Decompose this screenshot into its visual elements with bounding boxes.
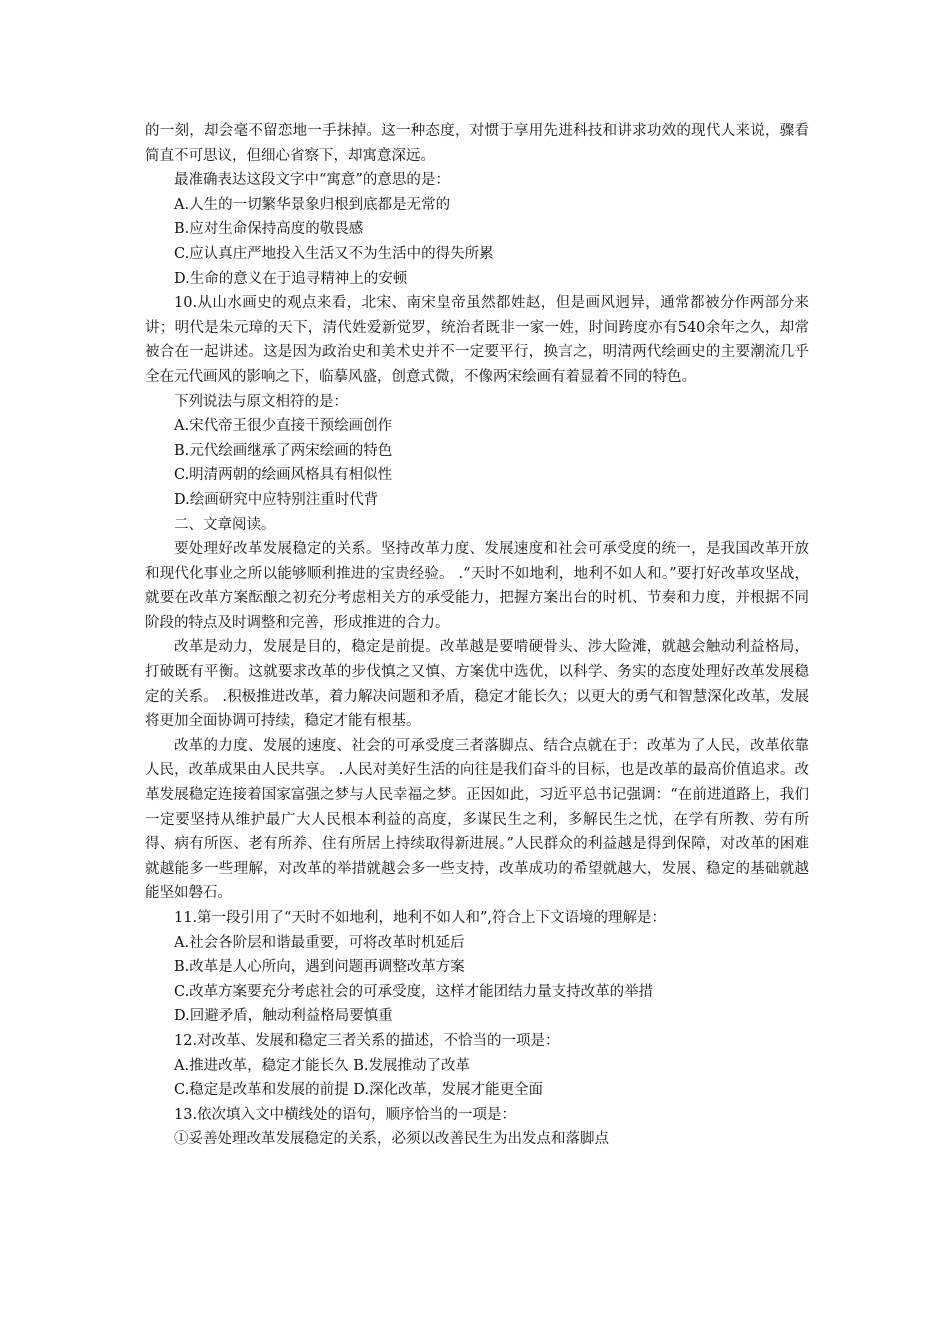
document-page <box>145 119 809 1152</box>
question-10-option-c: C.明清两朝的绘画风格具有相似性 <box>174 467 393 484</box>
question-11-option-b: B.改革是人心所向，遇到问题再调整改革方案 <box>174 959 465 976</box>
question-12-prompt: 12.对改革、发展和稳定三者关系的描述，不恰当的一项是： <box>174 1032 560 1049</box>
question-9-option-d: D.生命的意义在于追寻精神上的安顿 <box>174 270 408 287</box>
question-10-prompt: 下列说法与原文相符的是： <box>174 393 348 410</box>
question-11-option-c: C.改革方案要充分考虑社会的可承受度，这样才能团结力量支持改革的举措 <box>174 983 654 1000</box>
question-9-prompt: 最准确表达这段文字中“寓意”的意思的是： <box>174 172 450 189</box>
question-9-option-c: C.应认真庄严地投入生活又不为生活中的得失所累 <box>174 245 494 262</box>
article-paragraph-3: 改革的力度、发展的速度、社会的可承受度三者落脚点、结合点就在于：改革为了人民，改革依靠人民，改革成果由人民共享。 .人民对美好生活的向往是我们奋斗的目标，也是改革的最高价值追求。改革发展稳定连接着国家富强之梦与人民幸福之梦。正因如此，习近平总书记强调：“在前进道路上，我们一定要坚持从维护最广大人民根本利益的高度，多谋民生之利，多解民生之忧，在学有所教、劳有所得、病有所医、老有所养、住有所居上持续取得新进展。”人民群众的利益越是得到保障，对改革的困难就越能多一些理解，对改革的举措就越会多一些支持，改革成功的希望就越大，发展、稳定的基础就越能坚如磐石。 <box>145 737 809 902</box>
question-9-option-b: B.应对生命保持高度的敬畏感 <box>174 221 364 238</box>
question-12-options-ab: A.推进改革，稳定才能长久 B.发展推动了改革 <box>174 1057 470 1074</box>
question-10-option-b: B.元代绘画继承了两宋绘画的特色 <box>174 442 393 459</box>
question-12-options-cd: C.稳定是改革和发展的前提 D.深化改革，发展才能更全面 <box>174 1082 544 1099</box>
passage-continuation: 的一刻，却会毫不留恋地一手抹掉。这一种态度，对惯于享用先进科技和讲求功效的现代人来说，骤看简直不可思议，但细心省察下，却寓意深远。 <box>145 123 809 164</box>
article-paragraph-2: 改革是动力，发展是目的，稳定是前提。改革越是要啃硬骨头、涉大险滩，就越会触动利益格局，打破既有平衡。这就要求改革的步伐慎之又慎、方案优中选优，以科学、务实的态度处理好改革发展稳定的关系。 .积极推进改革，着力解决问题和矛盾，稳定才能长久；以更大的勇气和智慧深化改革，发展将更加全面协调可持续，稳定才能有根基。 <box>145 639 809 730</box>
question-13-prompt: 13.依次填入文中横线处的语句，顺序恰当的一项是： <box>174 1106 517 1123</box>
question-10-option-d: D.绘画研究中应特别注重时代背 <box>174 491 379 508</box>
section-heading: 二、文章阅读。 <box>174 516 276 533</box>
article-paragraph-1: 要处理好改革发展稳定的关系。坚持改革力度、发展速度和社会可承受度的统一，是我国改革开放和现代化事业之所以能够顺利推进的宝贵经验。 .“天时不如地利，地利不如人和。”要打好改革攻坚战，就要在改革方案酝酿之初充分考虑相关方的承受能力，把握方案出台的时机、节奏和力度，并根据不同阶段的特点及时调整和完善，形成推进的合力。 <box>145 541 809 631</box>
question-10-passage: 10.从山水画史的观点来看，北宋、南宋皇帝虽然都姓赵，但是画风迥异，通常都被分作两部分来讲；明代是朱元璋的天下，清代姓爱新觉罗，统治者既非一家一姓，时间跨度亦有540余年之久，却常被合在一起讲述。这是因为政治史和美术史并不一定要平行，换言之，明清两代绘画史的主要潮流几乎全在元代画风的影响之下，临摹风盛，创意式微，不像两宋绘画有着显着不同的特色。 <box>145 295 809 385</box>
question-9-option-a: A.人生的一切繁华景象归根到底都是无常的 <box>174 196 451 213</box>
question-10-option-a: A.宋代帝王很少直接干预绘画创作 <box>174 418 393 435</box>
question-11-prompt: 11.第一段引用了“天时不如地利，地利不如人和”,符合上下文语境的理解是： <box>174 910 666 926</box>
question-11-option-d: D.回避矛盾，触动利益格局要慎重 <box>174 1008 393 1025</box>
question-13-item-1: ①妥善处理改革发展稳定的关系，必须以改善民生为出发点和落脚点 <box>174 1131 609 1148</box>
question-11-option-a: A.社会各阶层和谐最重要，可将改革时机延后 <box>174 934 465 951</box>
